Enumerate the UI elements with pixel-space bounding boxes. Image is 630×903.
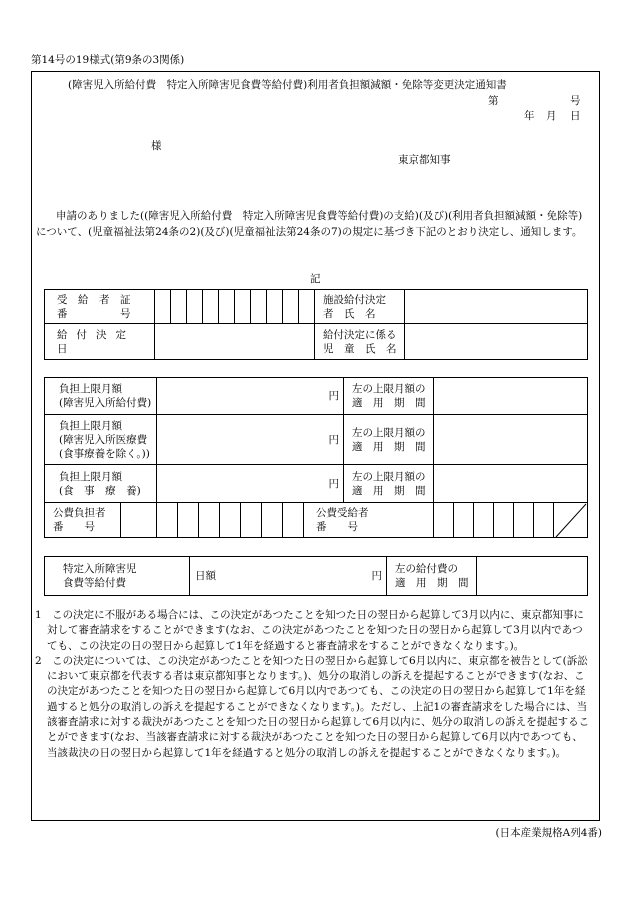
notes <box>35 608 591 761</box>
row2-period-value[interactable] <box>434 415 588 465</box>
facility-label-l2: 者 氏 名 <box>323 307 376 320</box>
recv-label-l1: 公費受給者 <box>316 507 369 519</box>
payer-label-l2: 番 号 <box>53 521 95 533</box>
recipient-no-label <box>45 290 155 324</box>
public-recipient-digit[interactable] <box>434 503 454 538</box>
row1-label-l1: 負担上限月額 <box>59 383 122 395</box>
decision-date-label: 給付決定日 <box>45 324 155 360</box>
public-payer-label <box>45 503 121 538</box>
yen-unit: 円 <box>328 390 340 402</box>
child-name-label <box>315 324 405 360</box>
decision-date-value[interactable] <box>155 324 315 360</box>
period-label-l1: 左の上限月額の <box>352 383 426 395</box>
public-payer-digit[interactable] <box>283 503 304 538</box>
meal-label-l2: 食費等給付費 <box>63 577 126 589</box>
recipient-no-digit[interactable] <box>155 290 171 324</box>
recipient-no-digit[interactable] <box>219 290 235 324</box>
public-payer-digit[interactable] <box>241 503 262 538</box>
row3-period-label <box>344 465 434 503</box>
public-payer-digit[interactable] <box>157 503 178 538</box>
period-label-l1: 左の給付費の <box>395 563 458 575</box>
body-text: 申請のありました((障害児入所給付費 特定入所障害児食費等給付費)の支給)(及び)(利用者負担額減額・免除等)について、(児童福祉法第24条の2)(及び)(児童福祉法第24条の7)の規定に基づき下記のとおり決定し、通知します。 <box>36 210 583 238</box>
row2-label <box>45 415 157 465</box>
row2-label-l2: (障害児入所医療費 <box>59 433 148 446</box>
row3-label <box>45 465 157 503</box>
recipient-no-digit[interactable] <box>267 290 283 324</box>
daily-label: 日額 <box>195 570 216 582</box>
child-name-value[interactable] <box>405 324 588 360</box>
recipient-no-label-l2: 番 号 <box>57 307 131 320</box>
public-recipient-digit[interactable] <box>454 503 474 538</box>
period-label-l2: 適 用 期 間 <box>352 397 426 409</box>
period-label-l2: 適 用 期 間 <box>395 577 469 589</box>
public-recipient-digit[interactable] <box>534 503 554 538</box>
public-payer-digit[interactable] <box>178 503 199 538</box>
row2-label-l1: 負担上限月額 <box>59 419 122 432</box>
recipient-no-digit[interactable] <box>235 290 251 324</box>
meal-benefit-label <box>45 557 190 596</box>
slash-mark <box>554 503 588 538</box>
date-day: 日 <box>570 110 581 122</box>
row2-amount[interactable] <box>157 415 344 465</box>
facility-recipient-label <box>315 290 405 324</box>
meal-period-value[interactable] <box>477 557 588 596</box>
row1-label <box>45 378 157 415</box>
public-recipient-digit-slashed <box>554 503 588 538</box>
public-recipient-digit[interactable] <box>474 503 494 538</box>
date-year: 年 <box>524 110 535 122</box>
ki-label: 記 <box>310 273 321 285</box>
public-payer-digit[interactable] <box>262 503 283 538</box>
period-label-l2: 適 用 期 間 <box>352 484 426 497</box>
row1-period-value[interactable] <box>434 378 588 415</box>
public-payer-digit[interactable] <box>220 503 241 538</box>
row3-label-l1: 負担上限月額 <box>59 470 122 483</box>
daily-amount[interactable] <box>190 557 387 596</box>
number-suffix: 号 <box>570 95 581 107</box>
public-recipient-digit[interactable] <box>494 503 514 538</box>
recv-label-l2: 番 号 <box>316 521 359 533</box>
recipient-no-digit[interactable] <box>203 290 219 324</box>
public-recipient-digit[interactable] <box>514 503 534 538</box>
row3-amount[interactable] <box>157 465 344 503</box>
recipient-table <box>44 289 588 360</box>
issuer: 東京都知事 <box>398 154 451 166</box>
yen-unit: 円 <box>328 477 340 490</box>
note-1: 1 この決定に不服がある場合には、この決定があつたことを知つた日の翌日から起算して3月以内に、東京都知事に対して審査請求をすることができます(なお、この決定があつたことを知つた日の翌日から起算して3月以内であつても、この決定の日の翌日から起算して1年を経過すると審査請求をすることができなくなります。)。 <box>35 609 584 652</box>
recipient-no-digit[interactable] <box>171 290 187 324</box>
row1-period-label <box>344 378 434 415</box>
public-recipient-label <box>304 503 434 538</box>
recipient-no-digit[interactable] <box>187 290 203 324</box>
public-payer-digit[interactable] <box>199 503 220 538</box>
child-label-l1: 給付決定に係る <box>323 328 397 341</box>
facility-label-l1: 施設給付決定 <box>323 293 386 306</box>
document-title: (障害児入所給付費 特定入所障害児食費等給付費)利用者負担額減額・免除等変更決定通知書 <box>68 79 507 91</box>
period-label-l1: 左の上限月額の <box>352 426 426 439</box>
addressee-suffix: 様 <box>151 140 162 152</box>
period-label-l1: 左の上限月額の <box>352 470 426 483</box>
number-prefix: 第 <box>488 95 499 107</box>
row2-period-label <box>344 415 434 465</box>
meal-period-label <box>387 557 477 596</box>
note-2: 2 この決定については、この決定があつたことを知つた日の翌日から起算して6月以内に、東京都を被告として(訴訟において東京都を代表する者は東京都知事となります。)、処分の取消しの訴えを提起することができます(なお、この決定があつたことを知つた日の翌日から起算して6月以内であつても、この決定の日の翌日から起算して1年を経過すると処分の取消しの訴えを提起することができなくなります。)。ただし、上記1の審査請求をした場合には、当該審査請求に対する裁決があつたことを知つた日の翌日から起算して6月以内に、処分の取消しの訴えを提起することができます(なお、当該審査請求に対する裁決があつたことを知つた日の翌日から起算して6月以内であつても、当該裁決の日の翌日から起算して1年を経過すると処分の取消しの訴えを提起することができなくなります。)。 <box>35 654 590 759</box>
public-payer-digit[interactable] <box>121 503 157 538</box>
recipient-no-digit[interactable] <box>251 290 267 324</box>
jis-footer: (日本産業規格A列4番) <box>495 827 602 839</box>
form-id: 第14号の19様式(第9条の3関係) <box>31 54 185 66</box>
row1-label-l2: (障害児入所給付費) <box>59 397 152 409</box>
date-month: 月 <box>546 110 557 122</box>
child-label-l2: 児 童 氏 名 <box>323 342 397 355</box>
row3-label-l2: (食 事 療 養) <box>59 484 141 497</box>
row1-amount[interactable] <box>157 378 344 415</box>
recipient-no-digit[interactable] <box>283 290 299 324</box>
meal-label-l1: 特定入所障害児 <box>63 563 137 575</box>
recipient-no-label-l1: 受 給 者 証 <box>57 293 131 306</box>
row2-label-l3: (食事療養を除く。)) <box>59 447 150 460</box>
row3-period-value[interactable] <box>434 465 588 503</box>
period-label-l2: 適 用 期 間 <box>352 440 426 453</box>
facility-recipient-value[interactable] <box>405 290 588 324</box>
meal-benefit-table <box>44 556 588 596</box>
recipient-no-digit[interactable] <box>299 290 315 324</box>
burden-limit-table <box>44 377 588 538</box>
yen-unit: 円 <box>371 570 382 582</box>
payer-label-l1: 公費負担者 <box>53 507 106 519</box>
yen-unit: 円 <box>328 433 340 446</box>
